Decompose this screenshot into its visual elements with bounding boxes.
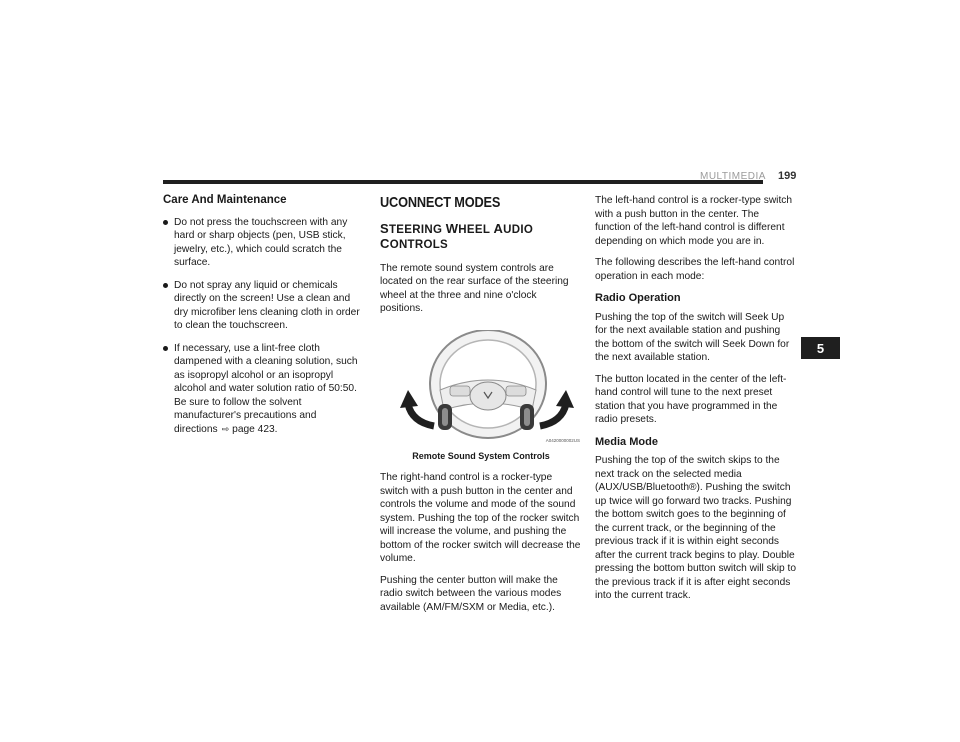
column-uconnect xyxy=(380,194,582,622)
uconnect-heading: UCONNECT MODES xyxy=(380,194,501,211)
page-number: 199 xyxy=(778,170,797,182)
bullet-icon xyxy=(163,346,168,351)
left-control-following: The following describes the left-hand control operation in each mode: xyxy=(595,257,795,282)
column-left-control xyxy=(595,194,797,611)
column-care xyxy=(163,194,363,445)
center-button-paragraph: Pushing the center button will make the radio switch between the various modes available (AM/FM/SXM or Media, etc.). xyxy=(380,574,562,613)
page-ref-arrow-icon: ⇨ xyxy=(221,423,230,434)
media-mode-heading: Media Mode xyxy=(595,435,658,448)
header-rule xyxy=(163,180,763,184)
steering-wheel-figure xyxy=(394,330,580,448)
left-control-intro: The left-hand control is a rocker-type switch with a push button in the center. The function of the left-hand control is different depending on which mode you are in. xyxy=(595,195,793,247)
figure-caption: Remote Sound System Controls xyxy=(412,450,550,461)
radio-paragraph-2: The button located in the center of the left-hand control will tune to the next preset station that you have programmed in the radio presets. xyxy=(595,373,787,425)
page-ref-link[interactable]: page 423. xyxy=(232,423,278,435)
list-item: Do not spray any liquid or chemicals directly on the screen! Use a clean and dry microfiber lens cleaning cloth in order to clean the touchscreen. xyxy=(163,279,363,333)
steering-wheel-subheading: STEERING WHEEL AUDIO CONTROLS xyxy=(380,220,534,251)
radio-operation-heading: Radio Operation xyxy=(595,292,681,304)
care-heading: Care And Maintenance xyxy=(163,194,287,206)
list-item: Do not press the touchscreen with any hard or sharp objects (pen, USB stick, jewelry, etc.), which could scratch the surface. xyxy=(163,216,363,270)
steering-wheel-illustration xyxy=(394,330,580,448)
intro-paragraph: The remote sound system controls are located on the rear surface of the steering wheel at the three and nine o'clock positions. xyxy=(380,262,569,314)
right-control-paragraph: The right-hand control is a rocker-type switch with a push button in the center and controls the volume and mode of the sound system. Pushing the top of the rocker switch will increase the volume, and pushing the bottom of the rocker switch will decrease the volume. xyxy=(380,472,581,564)
bullet-icon xyxy=(163,283,168,288)
care-bullet-list xyxy=(163,216,363,437)
bullet-icon xyxy=(163,220,168,225)
radio-paragraph-1: Pushing the top of the switch will Seek Up for the next available station and pushing the bottom of the switch will Seek Down for the next available station. xyxy=(595,311,790,363)
chapter-tab: 5 xyxy=(801,337,840,359)
figure-code: A0420000002US xyxy=(545,438,580,443)
header-section-title: MULTIMEDIA xyxy=(700,171,766,182)
list-item: If necessary, use a lint-free cloth dampened with a cleaning solution, such as isopropyl alcohol or an isopropyl alcohol and water solution ratio of 50:50. Be sure to follow the solvent manufacturer's precautions and directions ⇨ page 423. xyxy=(163,342,363,437)
media-paragraph: Pushing the top of the switch skips to the next track on the selected media (AUX/USB/Bluetooth®). Pushing the switch up twice will go forward two tracks. Pushing the bottom switch goes to the beginning of the current track, or the beginning of the previous track if it is within eight seconds after the current track begins to play. Double pressing the bottom button switch will skip to the previous track if it is after eight seconds into the current track. xyxy=(595,455,797,601)
